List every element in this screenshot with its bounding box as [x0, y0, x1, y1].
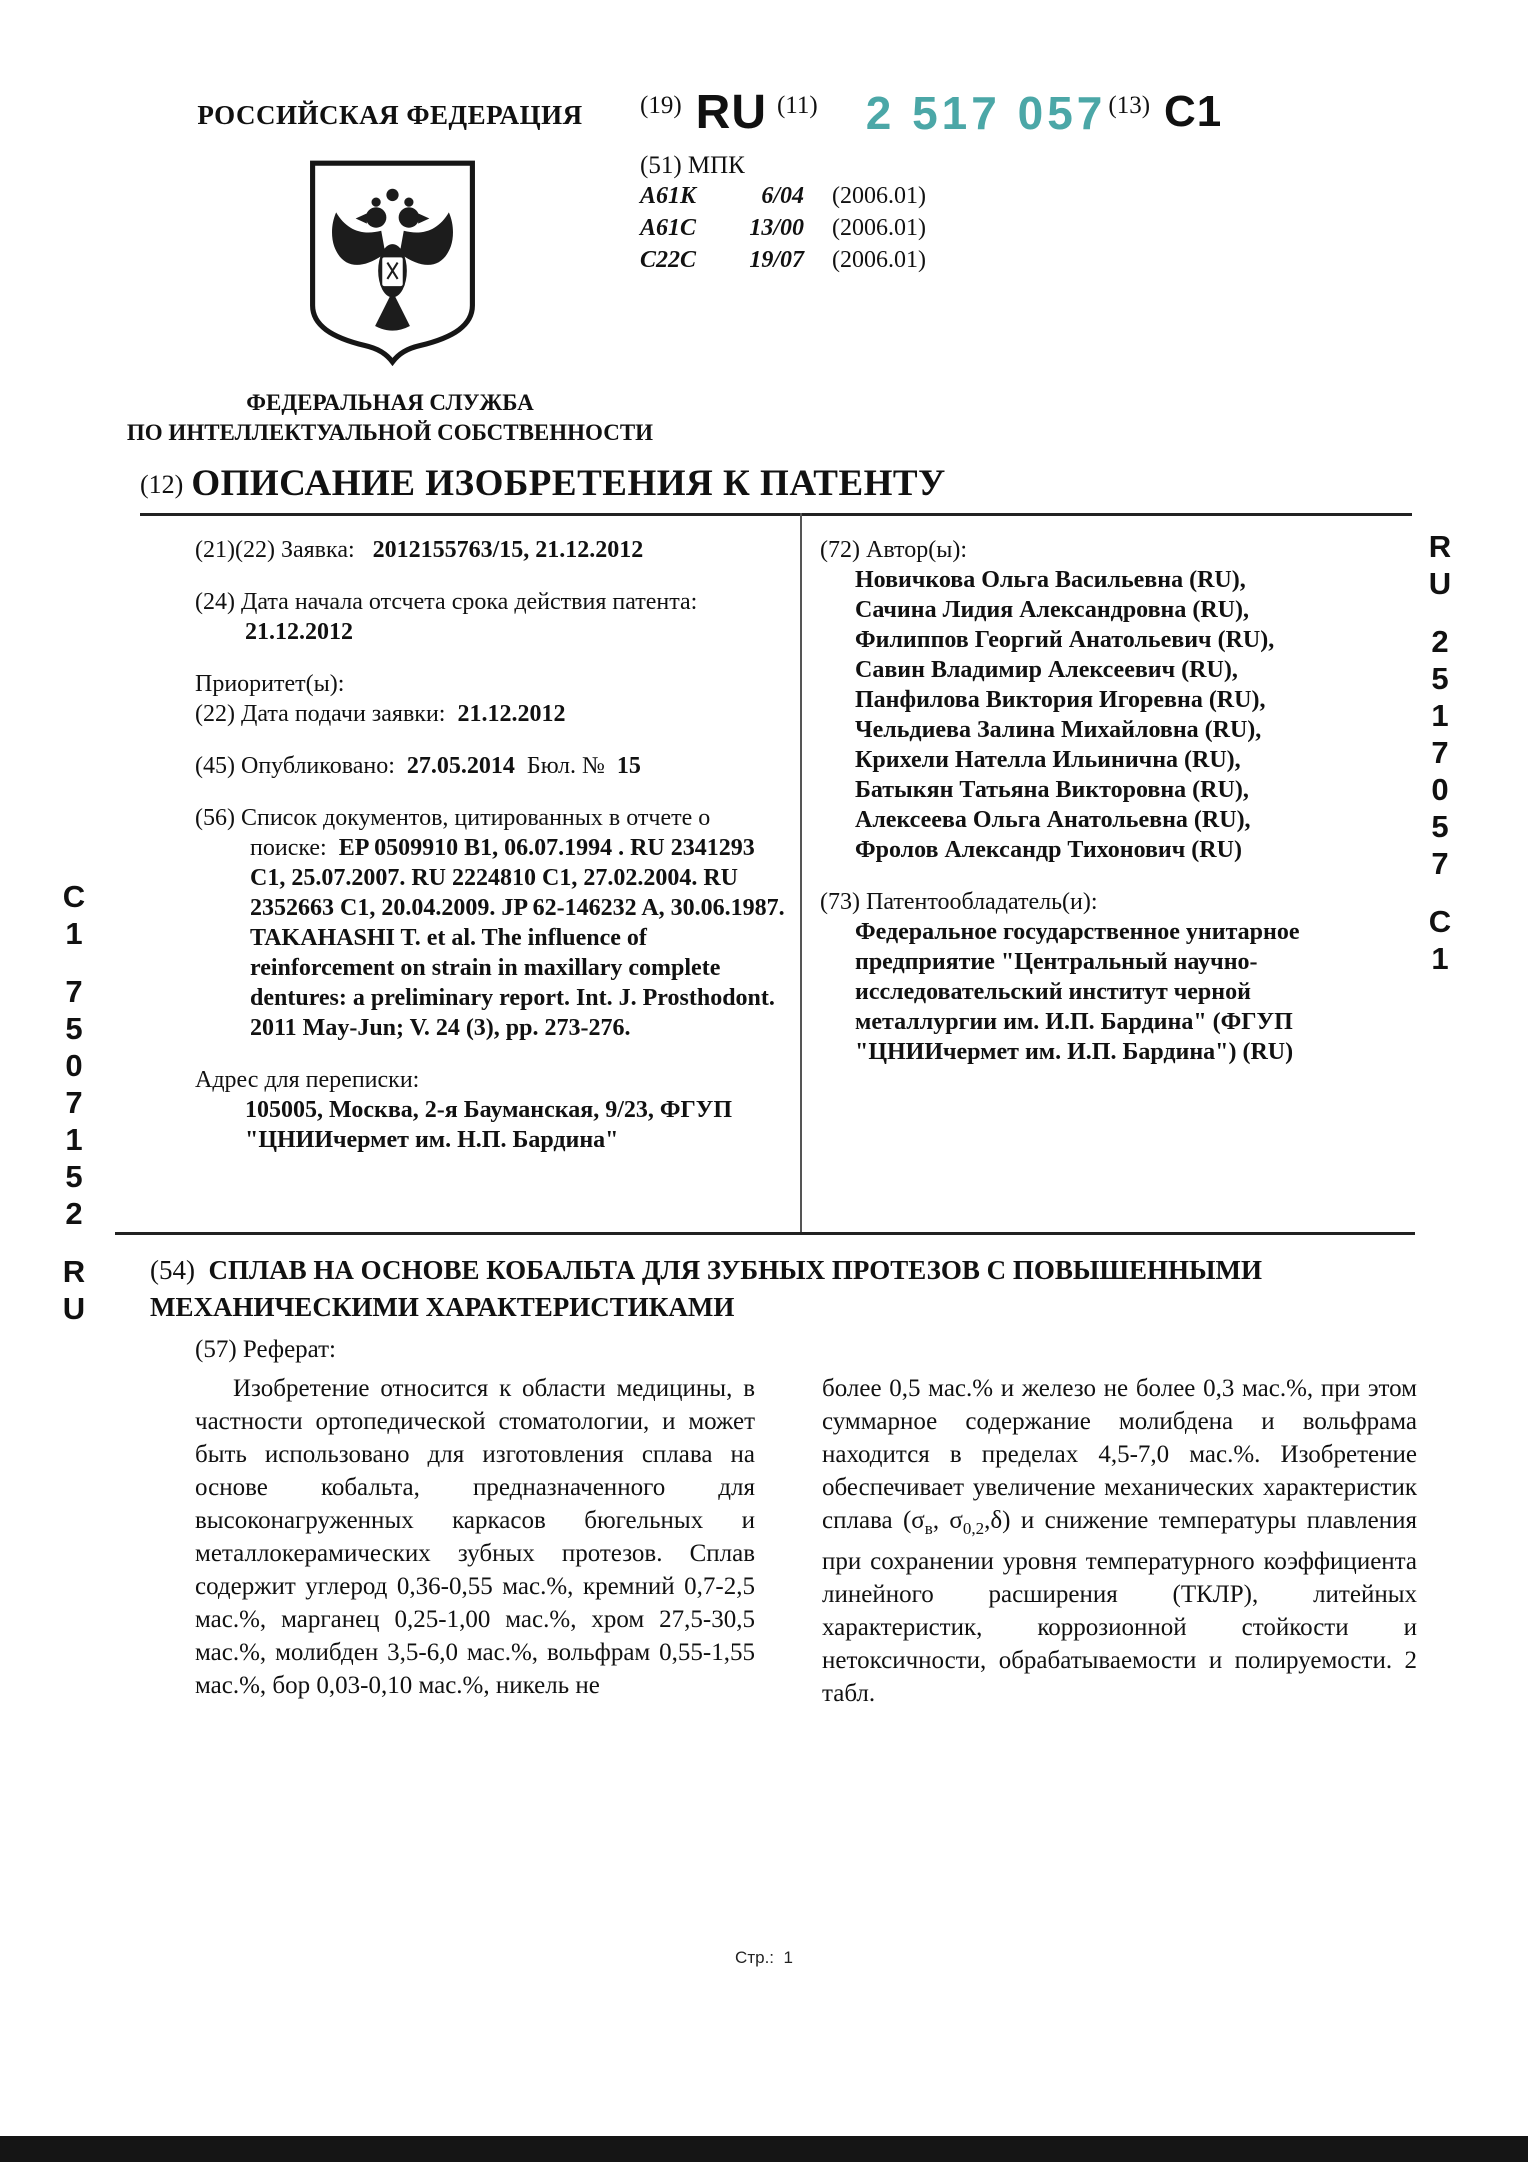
application-label: (21)(22) Заявка:: [195, 537, 355, 563]
page-number-label: Стр.:: [735, 1948, 775, 1967]
bottom-bar: [0, 2136, 1528, 2162]
strip-char: 5: [65, 1159, 83, 1194]
abstract-column-1: Изобретение относится к области медицины, в частности ортопедической стоматологии, и может быть использовано для изготовления сплава на основе кобальта, предназначенного для высоконагруженных каркасов бюгельных и металлокерамических зубных протезов. Сплав содержит углерод 0,36-0,55 мас.%, кремний 0,7-2,5 мас.%, марганец 0,25-1,00 мас.%, хром 27,5-30,5 мас.%, молибден 3,5-6,0 мас.%, вольфрам 0,55-1,55 мас.%, бор 0,03-0,10 мас.%, никель не: [195, 1375, 755, 1699]
ipc-subclass: 19/07: [749, 247, 804, 273]
author-name: Савин Владимир Алексеевич (RU),: [855, 657, 1238, 683]
agency-line-1: ФЕДЕРАЛЬНАЯ СЛУЖБА: [246, 390, 534, 415]
header-rule: [140, 513, 1412, 516]
invention-title-row: [150, 1252, 1400, 1326]
strip-char: 7: [65, 1085, 83, 1120]
strip-char: 1: [1431, 698, 1449, 733]
patent-holder-label: (73) Патентообладатель(и):: [820, 889, 1098, 915]
strip-char: R: [62, 1254, 86, 1289]
ipc-row: [640, 212, 1440, 244]
cited-docs-row: [195, 803, 785, 1043]
strip-char: 1: [65, 916, 83, 951]
code-11-label: (11): [776, 92, 818, 119]
author-name: Батыкян Татьяна Викторовна (RU),: [855, 777, 1249, 803]
author-name: Сачина Лидия Александровна (RU),: [855, 597, 1250, 623]
country-title: РОССИЙСКАЯ ФЕДЕРАЦИЯ: [197, 100, 583, 130]
ipc-section-label: (51) МПК: [640, 152, 745, 179]
strip-char: 7: [1431, 846, 1449, 881]
cited-docs-label: (56) Список документов, цитированных в отчете о поиске:: [195, 805, 711, 861]
authors-label: (72) Автор(ы):: [820, 537, 967, 563]
header-codes: [640, 86, 1440, 276]
page-number-value: 1: [783, 1948, 793, 1967]
strip-char: R: [1428, 529, 1452, 564]
strip-char: 5: [1431, 809, 1449, 844]
page-footer: [0, 1948, 1528, 1968]
author-name: Алексеева Ольга Анатольевна (RU),: [855, 807, 1251, 833]
strip-char: 5: [65, 1011, 83, 1046]
bulletin-value: 15: [616, 753, 641, 779]
abstract-label: (57) Реферат:: [195, 1336, 336, 1363]
strip-char: 1: [1431, 941, 1449, 976]
coat-of-arms-icon: [305, 156, 480, 366]
invention-title-number: (54): [150, 1255, 195, 1285]
strip-char: U: [1428, 566, 1452, 601]
agency-name: [110, 388, 670, 448]
published-value: 27.05.2014: [406, 753, 515, 779]
application-value: 2012155763/15, 21.12.2012: [372, 537, 644, 563]
ipc-version: (2006.01): [832, 183, 926, 209]
bulletin-label: Бюл. №: [526, 753, 605, 779]
priority-label: Приоритет(ы):: [195, 671, 345, 697]
filing-row: [195, 699, 785, 729]
author-name: Новичкова Ольга Васильевна (RU),: [855, 567, 1246, 593]
strip-char: 1: [65, 1122, 83, 1157]
strip-char: 7: [1431, 735, 1449, 770]
author-name: Филиппов Георгий Анатольевич (RU),: [855, 627, 1275, 653]
strip-char: 0: [1431, 772, 1449, 807]
address-label: Адрес для переписки:: [195, 1067, 420, 1093]
term-start-value: 21.12.2012: [245, 619, 353, 645]
left-strip: [52, 878, 96, 1327]
ipc-subclass: 13/00: [749, 215, 804, 241]
invention-title: СПЛАВ НА ОСНОВЕ КОБАЛЬТА ДЛЯ ЗУБНЫХ ПРОТЕЗОВ С ПОВЫШЕННЫМИ МЕХАНИЧЕСКИМИ ХАРАКТЕРИСТИКАМИ: [150, 1255, 1263, 1322]
strip-char: 2: [65, 1196, 83, 1231]
strip-char: C: [1428, 904, 1452, 939]
right-strip: [1418, 528, 1462, 977]
patent-number: 2 517 057: [865, 87, 1107, 139]
ipc-row: [640, 180, 1440, 212]
author-name: Чельдиева Залина Михайловна (RU),: [855, 717, 1262, 743]
ipc-row: [640, 244, 1440, 276]
strip-char: 7: [65, 974, 83, 1009]
doc-kind-number: (12): [140, 470, 184, 499]
application-row: [195, 535, 785, 565]
abstract-column-2: более 0,5 мас.% и железо не более 0,3 мас.%, при этом суммарное содержание молибдена и вольфрама находится в пределах 4,5-7,0 мас.%. Изобретение обеспечивает увеличение механических характеристик сплава ($\sigma_в$, $\sigma_{0,2},\delta$) и снижение температуры плавления при сохранении уровня температурного коэффициента линейного расширения (ТКЛР), литейных характеристик, коррозионной стойкости и нетоксичности, обрабатываемости и полируемости. 2 табл.: [822, 1375, 1417, 1707]
agency-line-2: ПО ИНТЕЛЛЕКТУАЛЬНОЙ СОБСТВЕННОСТИ: [126, 420, 654, 445]
author-name: Фролов Александр Тихонович (RU): [855, 837, 1242, 863]
biblio-right-column: [820, 535, 1320, 1067]
column-divider: [800, 513, 802, 1232]
ipc-class: A61K: [640, 183, 697, 209]
strip-char: U: [62, 1291, 86, 1326]
filing-value: 21.12.2012: [457, 701, 566, 727]
strip-char: 5: [1431, 661, 1449, 696]
ipc-subclass: 6/04: [761, 183, 804, 209]
ipc-version: (2006.01): [832, 247, 926, 273]
author-name: Панфилова Виктория Игоревна (RU),: [855, 687, 1266, 713]
ipc-version: (2006.01): [832, 215, 926, 241]
cited-docs-value: EP 0509910 B1, 06.07.1994 . RU 2341293 C1, 25.07.2007. RU 2224810 C1, 27.02.2004. RU 2352663 C1, 20.04.2009. JP 62-146232 A, 30.06.1987. TAKAHASHI T. et al. The influence of reinforcement on strain in maxillary complete dentures: a preliminary report. Int. J. Prosthodont. 2011 May-Jun; V. 24 (3), pp. 273-276.: [250, 835, 785, 1041]
published-label: (45) Опубликовано:: [195, 753, 395, 779]
biblio-left-column: [195, 535, 785, 1155]
doc-kind-title: ОПИСАНИЕ ИЗОБРЕТЕНИЯ К ПАТЕНТУ: [191, 463, 946, 504]
patent-holder-value: Федеральное государственное унитарное предприятие "Центральный научно-исследовательский институт черной металлургии им. И.П. Бардина" (ФГУП "ЦНИИчермет им. И.П. Бардина") (RU): [855, 919, 1300, 1065]
code-19-label: (19): [640, 92, 682, 119]
published-row: [195, 751, 785, 781]
author-name: Крихели Нателла Ильинична (RU),: [855, 747, 1241, 773]
ipc-class: C22C: [640, 247, 697, 273]
term-start-label: (24) Дата начала отсчета срока действия патента:: [195, 589, 698, 615]
document-kind: [140, 462, 946, 505]
address-value: 105005, Москва, 2-я Бауманская, 9/23, ФГУП "ЦНИИчермет им. Н.П. Бардина": [245, 1097, 733, 1153]
strip-char: 2: [1431, 624, 1449, 659]
strip-char: C: [62, 879, 86, 914]
kind-code: C1: [1164, 87, 1223, 136]
ipc-class: A61C: [640, 215, 697, 241]
code-13-label: (13): [1108, 92, 1151, 119]
section-rule: [115, 1232, 1415, 1235]
strip-char: 0: [65, 1048, 83, 1083]
filing-label: (22) Дата подачи заявки:: [195, 701, 446, 727]
country-code: RU: [695, 86, 767, 139]
